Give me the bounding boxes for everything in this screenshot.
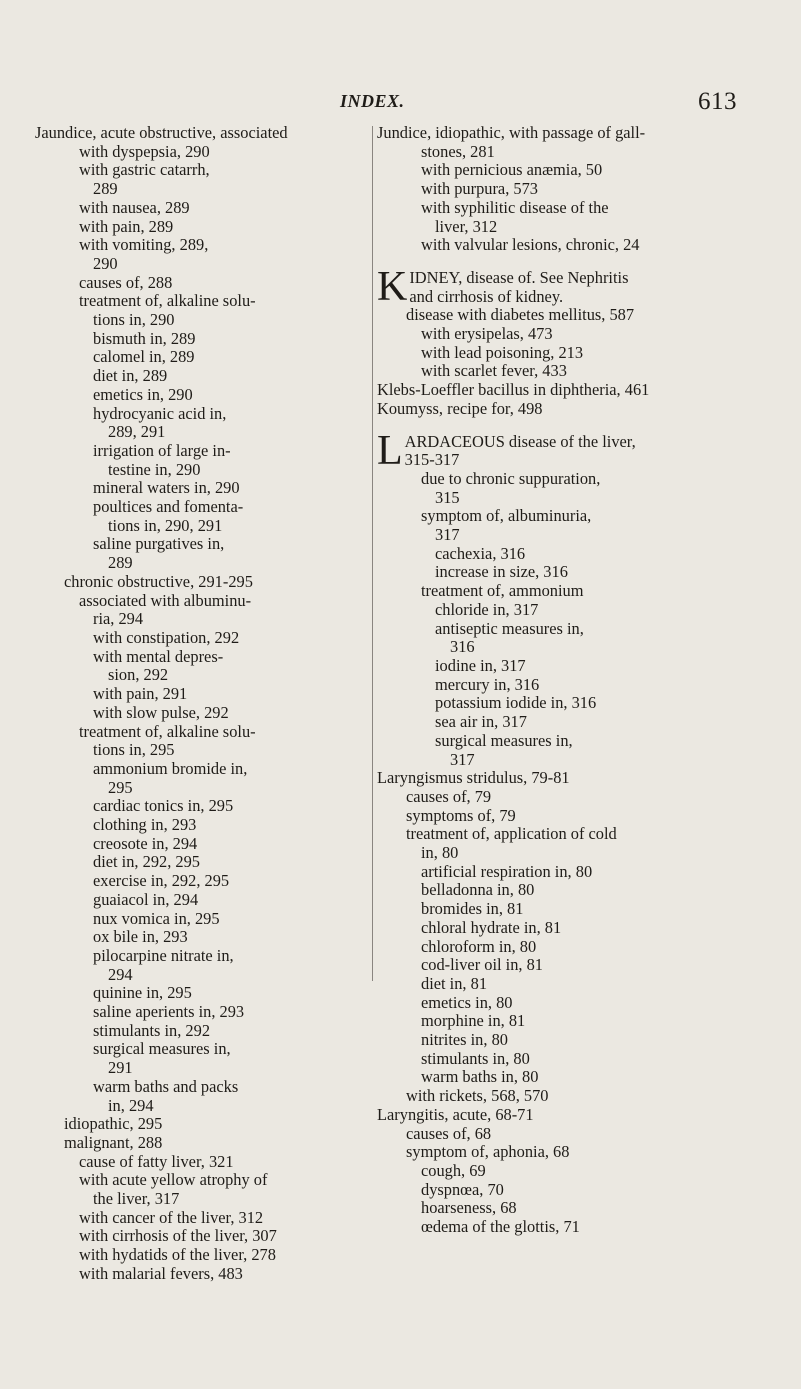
index-entry: causes of, 68 bbox=[406, 1123, 492, 1143]
index-entry: ammonium bromide in, bbox=[93, 758, 248, 778]
lardaceous-entries bbox=[377, 470, 772, 1237]
index-entry: causes of, 79 bbox=[406, 786, 492, 806]
index-entry: 291 bbox=[108, 1058, 133, 1078]
index-entry: sea air in, 317 bbox=[435, 712, 527, 732]
column-divider bbox=[372, 126, 373, 981]
index-entry: iodine in, 317 bbox=[435, 655, 526, 675]
index-entry: nitrites in, 80 bbox=[421, 1030, 508, 1050]
index-entry: dyspnœa, 70 bbox=[421, 1179, 504, 1199]
index-entry: Laryngismus stridulus, 79-81 bbox=[377, 768, 570, 788]
index-entry: 315 bbox=[435, 487, 460, 507]
lardaceous-section bbox=[377, 433, 772, 470]
index-entry: with pain, 289 bbox=[79, 216, 174, 236]
index-entry: with valvular lesions, chronic, 24 bbox=[421, 235, 640, 255]
index-entry: with constipation, 292 bbox=[93, 627, 240, 647]
index-entry: with syphilitic disease of the bbox=[421, 197, 609, 217]
index-entry: with malarial fevers, 483 bbox=[79, 1263, 243, 1283]
section-gap bbox=[377, 419, 772, 433]
index-entry: artificial respiration in, 80 bbox=[421, 861, 593, 881]
index-entry: warm baths in, 80 bbox=[421, 1067, 539, 1087]
index-entry: ox bile in, 293 bbox=[93, 927, 188, 947]
kidney-entries bbox=[377, 306, 772, 418]
index-entry: poultices and fomenta- bbox=[93, 497, 244, 517]
index-entry: increase in size, 316 bbox=[435, 562, 568, 582]
index-entry: Jaundice, acute obstructive, associated bbox=[35, 123, 288, 142]
index-entry: 295 bbox=[108, 777, 133, 797]
kidney-initial: K bbox=[377, 268, 408, 307]
index-entry: warm baths and packs bbox=[93, 1076, 239, 1096]
index-entry: with scarlet fever, 433 bbox=[421, 361, 567, 381]
index-entry: symptom of, albuminuria, bbox=[421, 506, 592, 526]
index-entry: malignant, 288 bbox=[64, 1132, 163, 1152]
index-entry: due to chronic suppuration, bbox=[421, 468, 601, 488]
index-entry: emetics in, 290 bbox=[93, 384, 193, 404]
index-entry: the liver, 317 bbox=[93, 1189, 180, 1209]
page-number: 613 bbox=[698, 88, 737, 115]
index-entry: with rickets, 568, 570 bbox=[406, 1086, 549, 1106]
index-entry: treatment of, alkaline solu- bbox=[79, 291, 256, 311]
index-entry: chloride in, 317 bbox=[435, 599, 539, 619]
index-entry: saline purgatives in, bbox=[93, 534, 225, 554]
index-entry: irrigation of large in- bbox=[93, 440, 231, 460]
index-entry: idiopathic, 295 bbox=[64, 1114, 163, 1134]
index-entry: with pain, 291 bbox=[93, 684, 188, 704]
index-entry: diet in, 289 bbox=[93, 366, 168, 386]
index-entry: with cirrhosis of the liver, 307 bbox=[79, 1226, 277, 1246]
index-entry: with mental depres- bbox=[93, 646, 224, 666]
index-entry: ria, 294 bbox=[93, 609, 144, 629]
index-entry: with nausea, 289 bbox=[79, 197, 190, 217]
index-entry: morphine in, 81 bbox=[421, 1011, 526, 1031]
index-entry: 289 bbox=[93, 179, 118, 199]
index-entry: nux vomica in, 295 bbox=[93, 908, 220, 928]
lardaceous-heading-cont: 315-317 bbox=[404, 450, 460, 470]
index-entry: pilocarpine nitrate in, bbox=[93, 945, 234, 965]
index-entry: tions in, 295 bbox=[93, 740, 175, 760]
index-entry: mineral waters in, 290 bbox=[93, 478, 240, 498]
index-entry: saline aperients in, 293 bbox=[93, 1002, 245, 1022]
index-entry: potassium iodide in, 316 bbox=[435, 693, 597, 713]
index-entry: chronic obstructive, 291-295 bbox=[64, 571, 253, 591]
index-entry: testine in, 290 bbox=[108, 459, 201, 479]
index-entry: 294 bbox=[108, 964, 133, 984]
lardaceous-heading: ARDACEOUS disease of the liver, bbox=[404, 432, 636, 451]
section-gap bbox=[377, 255, 772, 269]
index-entry: chloral hydrate in, 81 bbox=[421, 917, 562, 937]
index-entry: cod-liver oil in, 81 bbox=[421, 955, 543, 975]
right-column bbox=[377, 124, 772, 1237]
index-entry: 316 bbox=[450, 637, 475, 657]
index-entry: cachexia, 316 bbox=[435, 543, 526, 563]
index-entry: mercury in, 316 bbox=[435, 674, 540, 694]
index-entry: bismuth in, 289 bbox=[93, 328, 196, 348]
index-entry: in, 294 bbox=[108, 1095, 154, 1115]
index-entry: 290 bbox=[93, 253, 118, 273]
kidney-heading: IDNEY, disease of. See Nephritis bbox=[409, 268, 629, 287]
index-entry: treatment of, application of cold bbox=[406, 824, 617, 844]
index-entry: with purpura, 573 bbox=[421, 179, 538, 199]
index-entry: with gastric catarrh, bbox=[79, 160, 210, 180]
index-entry: liver, 312 bbox=[435, 216, 498, 236]
kidney-section bbox=[377, 269, 772, 306]
index-entry: guaiacol in, 294 bbox=[93, 889, 199, 909]
index-entry: 317 bbox=[450, 749, 475, 769]
index-entry: treatment of, ammonium bbox=[421, 581, 584, 601]
right-top-entries bbox=[377, 124, 772, 255]
index-entry: diet in, 81 bbox=[421, 973, 488, 993]
index-entry: Klebs-Loeffler bacillus in diphtheria, 461 bbox=[377, 380, 650, 400]
index-entry: 317 bbox=[435, 525, 460, 545]
index-entry: symptom of, aphonia, 68 bbox=[406, 1142, 570, 1162]
index-entry: associated with albuminu- bbox=[79, 590, 252, 610]
index-entry: with pernicious anæmia, 50 bbox=[421, 160, 603, 180]
index-entry: symptoms of, 79 bbox=[406, 805, 516, 825]
index-entry: calomel in, 289 bbox=[93, 347, 195, 367]
index-entry: belladonna in, 80 bbox=[421, 880, 535, 900]
index-entry: exercise in, 292, 295 bbox=[93, 871, 230, 891]
index-entry: bromides in, 81 bbox=[421, 899, 524, 919]
index-entry: surgical measures in, bbox=[435, 730, 573, 750]
kidney-heading-cont: and cirrhosis of kidney. bbox=[409, 286, 564, 306]
index-entry: tions in, 290, 291 bbox=[108, 515, 223, 535]
index-entry: with slow pulse, 292 bbox=[93, 702, 229, 722]
index-entry: Laryngitis, acute, 68-71 bbox=[377, 1104, 534, 1124]
index-entry: antiseptic measures in, bbox=[435, 618, 584, 638]
index-entry: stimulants in, 292 bbox=[93, 1020, 211, 1040]
page-title: INDEX. bbox=[340, 91, 405, 111]
lardaceous-initial: L bbox=[377, 432, 403, 470]
index-entry: stones, 281 bbox=[421, 141, 495, 161]
index-entry: with erysipelas, 473 bbox=[421, 324, 553, 344]
index-entry: with acute yellow atrophy of bbox=[79, 1170, 268, 1190]
index-entry: tions in, 290 bbox=[93, 310, 175, 330]
index-entry: disease with diabetes mellitus, 587 bbox=[406, 305, 635, 325]
index-entry: surgical measures in, bbox=[93, 1039, 231, 1059]
index-entry: Koumyss, recipe for, 498 bbox=[377, 398, 543, 418]
index-entry: cardiac tonics in, 295 bbox=[93, 796, 234, 816]
index-entry: Jundice, idiopathic, with passage of gall- bbox=[377, 123, 646, 142]
left-column bbox=[35, 124, 368, 1284]
index-entry: cause of fatty liver, 321 bbox=[79, 1151, 234, 1171]
index-entry: with lead poisoning, 213 bbox=[421, 342, 584, 362]
index-entry: quinine in, 295 bbox=[93, 983, 192, 1003]
index-entry: 289 bbox=[108, 553, 133, 573]
index-entry: with dyspepsia, 290 bbox=[79, 141, 210, 161]
index-entry: sion, 292 bbox=[108, 665, 169, 685]
index-entry: with vomiting, 289, bbox=[79, 235, 209, 255]
index-entry: chloroform in, 80 bbox=[421, 936, 537, 956]
index-entry: œdema of the glottis, 71 bbox=[421, 1217, 580, 1237]
index-entry: causes of, 288 bbox=[79, 272, 173, 292]
index-entry: hydrocyanic acid in, bbox=[93, 403, 227, 423]
index-entry: stimulants in, 80 bbox=[421, 1048, 530, 1068]
index-entry: diet in, 292, 295 bbox=[93, 852, 200, 872]
index-entry: emetics in, 80 bbox=[421, 992, 513, 1012]
index-entry: with cancer of the liver, 312 bbox=[79, 1207, 264, 1227]
index-entry: hoarseness, 68 bbox=[421, 1198, 517, 1218]
index-entry: clothing in, 293 bbox=[93, 815, 197, 835]
index-entry: treatment of, alkaline solu- bbox=[79, 721, 256, 741]
index-entry: creosote in, 294 bbox=[93, 833, 198, 853]
index-entry: 289, 291 bbox=[108, 422, 166, 442]
index-entry: with hydatids of the liver, 278 bbox=[79, 1245, 276, 1265]
index-entry: in, 80 bbox=[421, 843, 459, 863]
index-entry: cough, 69 bbox=[421, 1160, 486, 1180]
